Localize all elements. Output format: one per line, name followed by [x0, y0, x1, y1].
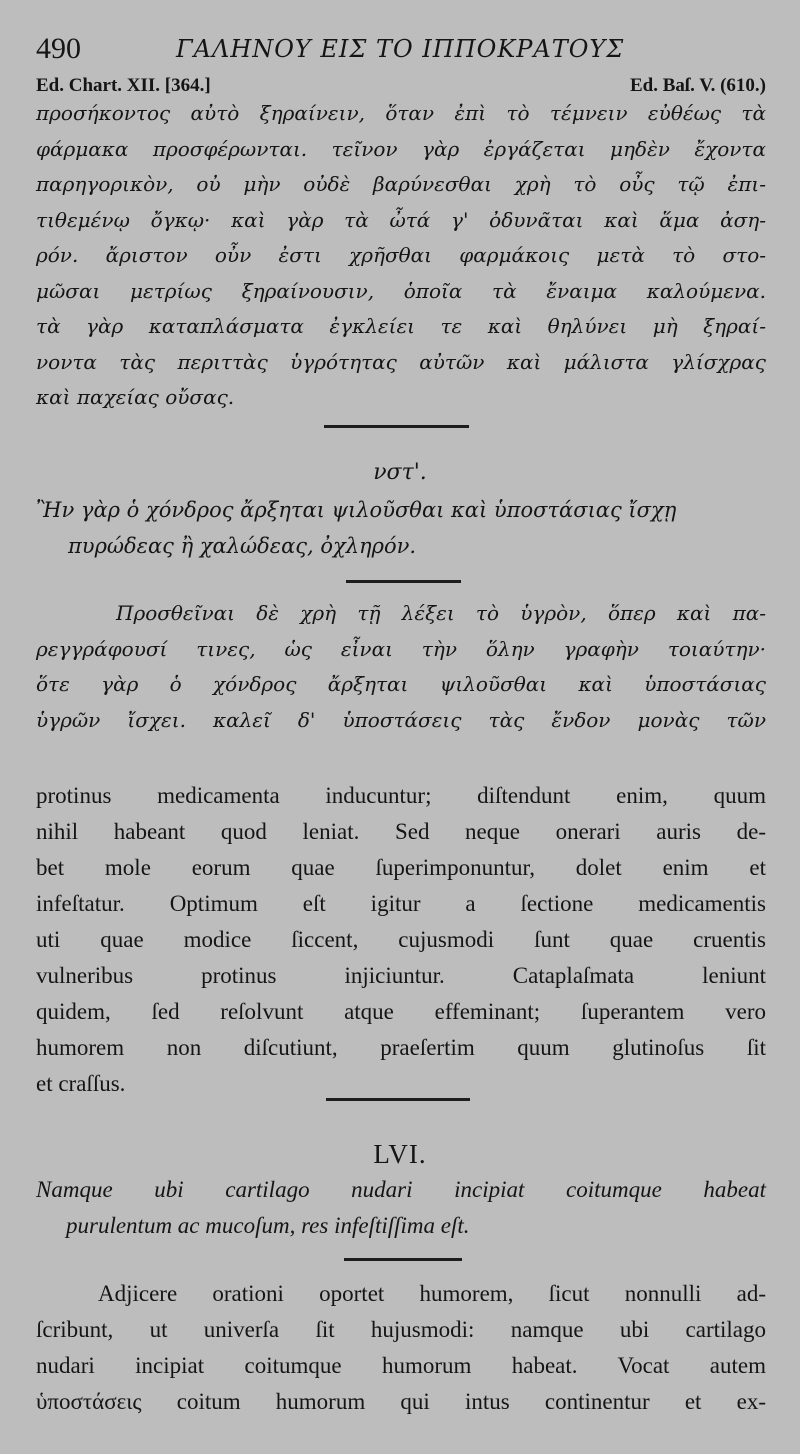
running-head: [36, 26, 768, 70]
greek-commentary-paragraph-1: [36, 96, 766, 416]
text-line: προσήκοντος αὐτὸ ξηραίνειν, ὅταν ἐπὶ τὸ τέμνειν εὐθέως τὰ: [36, 101, 766, 125]
text-line: protinus medicamenta inducuntur; diſtendunt enim, quum: [36, 783, 766, 808]
section-divider-rule: [326, 1098, 470, 1101]
text-line: νοντα τὰς περιττὰς ὑγρότητας αὐτῶν καὶ μάλιστα γλίσχρας: [36, 349, 766, 374]
text-line: vulneribus protinus injiciuntur. Cataplaſmata leniunt: [36, 963, 766, 988]
text-line: καὶ παχείας οὔσας.: [36, 385, 235, 409]
text-line: Adjicere orationi oportet humorem, ſicut nonnulli ad-: [98, 1281, 766, 1306]
text-line: purulentum ac mucoſum, res infeſtiſſima eſt.: [66, 1213, 470, 1238]
text-line: Προσθεῖναι δὲ χρὴ τῇ λέξει τὸ ὑγρὸν, ὅπερ καὶ πα-: [116, 601, 766, 625]
text-line: Ἢν γὰρ ὁ χόνδρος ἄρξηται ψιλοῦσθαι καὶ ὑποστάσιας ἴσχῃ: [36, 498, 677, 522]
text-line: φάρμακα προσφέρωνται. τεῖνον γὰρ ἐργάζεται μηδὲν ἔχοντα: [36, 136, 766, 161]
section-number-latin: LVI.: [373, 1139, 427, 1169]
text-line: ρόν. ἄριστον οὖν ἐστι χρῆσθαι φαρμάκοις μετὰ τὸ στο-: [36, 243, 766, 267]
text-line: ſcribunt, ut univerſa ſit hujusmodi: namque ubi cartilago: [36, 1317, 766, 1342]
text-line: τὰ γὰρ καταπλάσματα ἐγκλείει τε καὶ θηλύνει μὴ ξηραί-: [36, 314, 766, 338]
text-line: nudari incipiat coitumque humorum habeat. Vocat autem: [36, 1353, 766, 1378]
hippocratic-lemma-greek: [36, 492, 766, 564]
text-line: πυρώδεας ἢ χαλώδεας, ὀχληρόν.: [68, 534, 417, 558]
text-line: humorem non diſcutiunt, praeſertim quum glutinoſus ſit: [36, 1035, 766, 1060]
text-line: μῶσαι μετρίως ξηραίνουσιν, ὁποῖα τὰ ἔναιμα καλούμενα.: [36, 278, 766, 303]
latin-translation-paragraph-2: [36, 1276, 766, 1420]
text-line: ὑποστάσεις coitum humorum qui intus continentur et ex-: [36, 1389, 766, 1414]
section-divider-rule: [324, 425, 469, 428]
text-line: bet mole eorum quae ſuperimponuntur, dolet enim et: [36, 855, 766, 880]
text-line: nihil habeant quod leniat. Sed neque onerari auris de-: [36, 819, 766, 844]
lemma-divider-rule: [344, 1258, 462, 1261]
text-line: ὑγρῶν ἴσχει. καλεῖ δ' ὑποστάσεις τὰς ἔνδον μονὰς τῶν: [36, 707, 766, 732]
page-number: 490: [36, 32, 81, 65]
running-title: ΓΑΛΗΝΟΥ ΕΙΣ ΤΟ ΙΠΠΟΚΡΑΤΟΥΣ: [176, 35, 625, 63]
text-line: παρηγορικὸν, οὐ μὴν οὐδὲ βαρύνεσθαι χρὴ τὸ οὖς τῷ ἐπι-: [36, 172, 766, 196]
text-line: Namque ubi cartilago nudari incipiat coitumque habeat: [36, 1177, 766, 1202]
hippocratic-lemma-latin: [36, 1172, 766, 1244]
section-number-greek: νστ'.: [373, 460, 427, 485]
text-line: ὅτε γὰρ ὁ χόνδρος ἄρξηται ψιλοῦσθαι καὶ ὑποστάσιας: [36, 672, 766, 696]
text-line: quidem, ſed reſolvunt atque effeminant; ſuperantem vero: [36, 999, 766, 1024]
lemma-divider-rule: [346, 580, 461, 583]
text-line: infeſtatur. Optimum eſt igitur a ſectione medicamentis: [36, 891, 766, 916]
text-line: τιθεμένῳ ὄγκῳ· καὶ γὰρ τὰ ὦτά γ' ὀδυνᾶται καὶ ἅμα ἀση-: [36, 207, 766, 232]
text-line: ρεγγράφουσί τινες, ὡς εἶναι τὴν ὅλην γραφὴν τοιαύτην·: [36, 636, 766, 661]
edition-basel-ref: Ed. Baſ. V. (610.): [629, 75, 766, 96]
edition-chartier-ref: Ed. Chart. XII. [364.]: [36, 75, 211, 96]
latin-translation-paragraph-1: [36, 778, 766, 1102]
text-line: et craſſus.: [36, 1071, 126, 1096]
greek-commentary-paragraph-2: [36, 596, 766, 738]
text-line: uti quae modice ſiccent, cujusmodi ſunt quae cruentis: [36, 927, 766, 952]
